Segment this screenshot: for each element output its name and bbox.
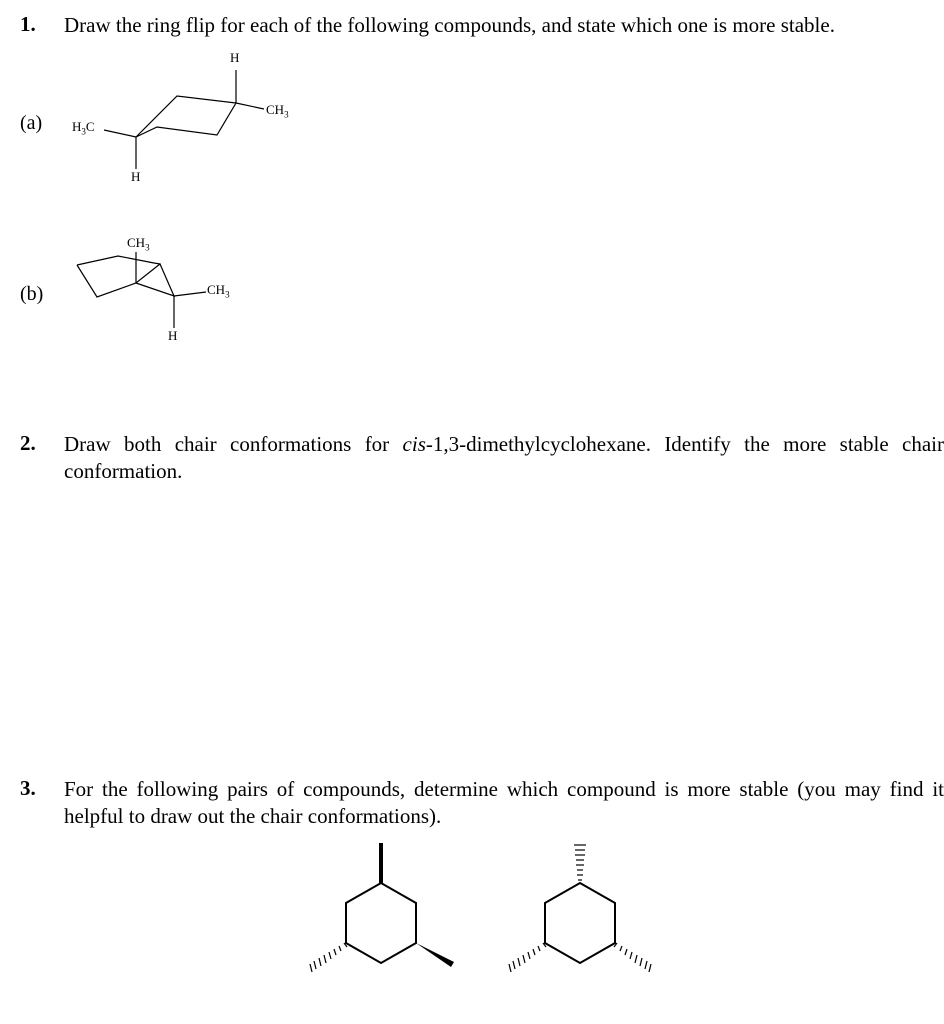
chair-b-ring-lower xyxy=(77,264,174,297)
chair-b-h-bottom-label: H xyxy=(168,328,178,343)
molecule-3-left xyxy=(310,843,454,972)
chair-b-bond-ch3-right xyxy=(174,292,206,296)
hash-bond-left-right xyxy=(509,943,546,972)
wedge-bond-top-left xyxy=(379,843,383,883)
question-1-text: Draw the ring flip for each of the following compounds, and state which one is more stable. xyxy=(64,13,835,37)
hexagon-left xyxy=(346,883,416,963)
cis-prefix: cis xyxy=(402,432,426,456)
chair-a xyxy=(104,70,264,169)
chair-a-ch3-left-label: $H_3C$ xyxy=(72,119,95,137)
question-2-number: 2. xyxy=(20,431,36,455)
chair-a-h-bottom-label: H xyxy=(131,169,141,184)
chair-a-bond-ch3-right xyxy=(236,103,264,109)
question-2-text: Draw both chair conformations for cis-1,3-dimethylcyclohexane. Identify the more stable chair conformation. xyxy=(64,432,944,483)
chair-a-bond-ch3-left xyxy=(104,130,136,137)
chair-b-ring-upper xyxy=(77,256,160,265)
hash-bond-top-right xyxy=(574,845,586,880)
chair-b-ch3-right-label: $CH_3$ xyxy=(207,282,230,300)
question-3-number: 3. xyxy=(20,776,36,800)
chair-b xyxy=(77,252,206,328)
hash-bond-left-left xyxy=(310,943,347,972)
question-3-text: For the following pairs of compounds, determine which compound is more stable (you may find it helpful to draw out the chair conformations). xyxy=(64,777,944,828)
hexagon-right xyxy=(545,883,615,963)
chair-a-ring xyxy=(136,96,236,137)
question-1-number: 1. xyxy=(20,12,36,36)
part-a-label: (a) xyxy=(20,112,43,134)
wedge-bond-right-left xyxy=(416,943,454,967)
molecule-3-right xyxy=(509,845,651,972)
chair-b-ch3-top-label: $CH_3$ xyxy=(127,235,150,253)
part-b-label: (b) xyxy=(20,283,44,305)
chair-a-ch3-right-label: $CH_3$ xyxy=(266,102,289,120)
chair-a-h-top-label: H xyxy=(230,50,240,65)
hash-bond-right-right xyxy=(614,943,651,972)
